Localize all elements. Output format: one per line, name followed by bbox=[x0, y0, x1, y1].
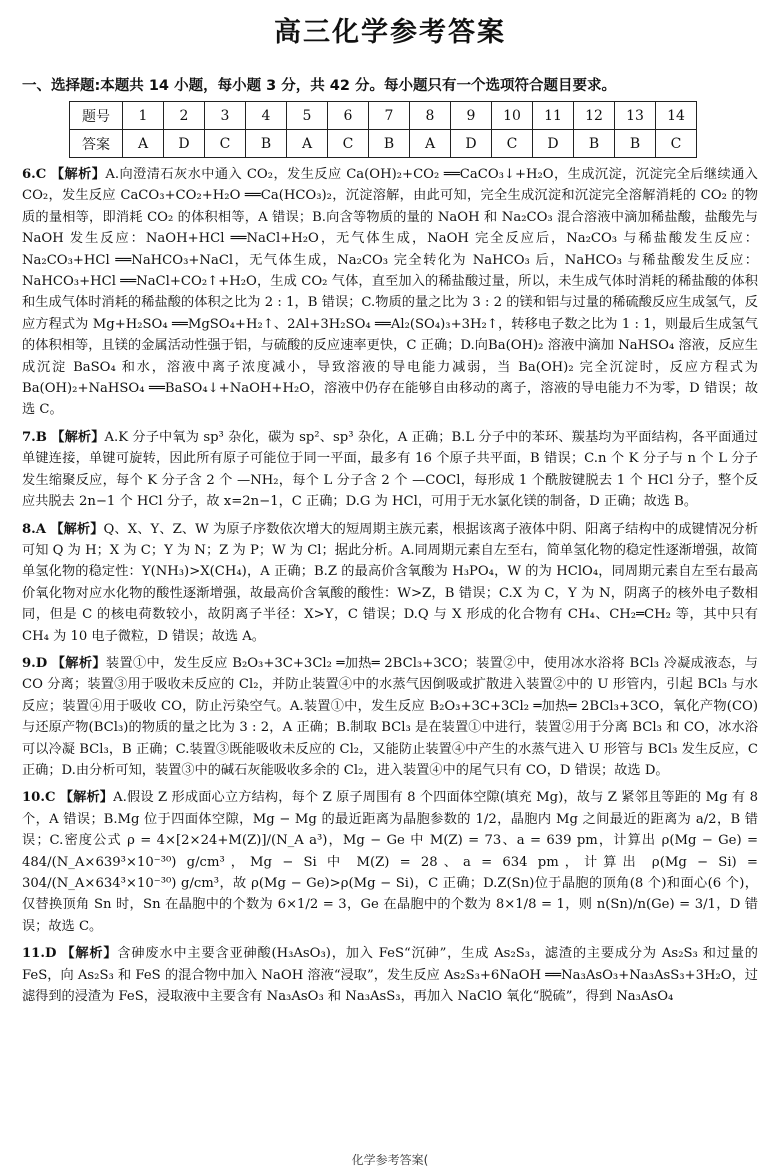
item-tag: 【解析】 bbox=[59, 790, 114, 806]
table-cell: 4 bbox=[246, 102, 287, 130]
explanation-item bbox=[22, 164, 758, 421]
explanations bbox=[22, 164, 758, 1007]
item-number: 9.D bbox=[22, 655, 48, 671]
item-tag: 【解析】 bbox=[61, 946, 118, 962]
table-cell: B bbox=[574, 130, 615, 158]
explanation-item bbox=[22, 653, 758, 781]
item-number: 6.C bbox=[22, 167, 47, 182]
row-label-number: 题号 bbox=[70, 102, 123, 130]
item-tag: 【解析】 bbox=[51, 655, 106, 671]
table-cell: D bbox=[164, 130, 205, 158]
item-number: 8.A bbox=[22, 521, 46, 537]
table-cell: A bbox=[287, 130, 328, 158]
table-cell: 13 bbox=[615, 102, 656, 130]
table-cell: B bbox=[246, 130, 287, 158]
explanation-item bbox=[22, 519, 758, 647]
table-cell: 11 bbox=[533, 102, 574, 130]
table-cell: D bbox=[533, 130, 574, 158]
item-tag: 【解析】 bbox=[50, 167, 106, 182]
page-title: 高三化学参考答案 bbox=[274, 17, 506, 48]
table-cell: 5 bbox=[287, 102, 328, 130]
answer-table bbox=[69, 101, 697, 158]
item-tag: 【解析】 bbox=[51, 429, 105, 445]
table-cell: B bbox=[369, 130, 410, 158]
item-text: Q、X、Y、Z、W 为原子序数依次增大的短周期主族元素，根据该离子液体中阴、阳离子结构中的成键情况分析可知 Q 为 H；X 为 C；Y 为 N；Z 为 P；W 为 Cl；据此分析。A.同周期元素自左至右，简单氢化物的稳定性逐渐增强，故简单氢化物的稳定性：Y(NH₃)>X(CH₄)，A 正确；B.Z 的最高价含氧酸为 H₃PO₄，W 的为 HClO₄，同周期元素自左至右最高价氧化物对应水化物的酸性逐渐增强，故最高价含氧酸的酸性：W>Z，B 错误；C.X 为 C，Y 为 N，阴离子的核外电子数相同，但是 C 的核电荷数较小，故阴离子半径：X>Y，C 错误；D.Q 与 X 形成的化合物有 CH₄、CH₂═CH₂ 等，其中只有 CH₄ 为 10 电子微粒，D 错误；故选 A。 bbox=[22, 521, 759, 644]
table-cell: D bbox=[451, 130, 492, 158]
table-cell: 3 bbox=[205, 102, 246, 130]
item-number: 10.C bbox=[22, 790, 56, 806]
item-tag: 【解析】 bbox=[50, 521, 104, 537]
table-cell: 12 bbox=[574, 102, 615, 130]
table-row-numbers bbox=[70, 102, 697, 130]
table-cell: 10 bbox=[492, 102, 533, 130]
explanation-item bbox=[22, 787, 758, 937]
table-cell: 14 bbox=[656, 102, 697, 130]
table-cell: C bbox=[492, 130, 533, 158]
item-text: A.K 分子中氧为 sp³ 杂化，碳为 sp²、sp³ 杂化，A 正确；B.L 分子中的苯环、羰基均为平面结构，各平面通过单键连接，单键可旋转，因此所有原子可能位于同一平面，最多有 16 个原子共平面，B 错误；C.n 个 K 分子与 n 个 L 分子发生缩聚反应，每个 K 分子含 2 个 —NH₂，每个 L 分子含 2 个 —COCl，每形成 1 个酰胺键脱去 1 个 HCl 分子，整个反应共脱去 2n−1 个 HCl 分子，故 x=2n−1，C 正确；D.G 为 HCl，可用于无水氯化镁的制备，D 正确；故选 B。 bbox=[22, 429, 758, 510]
item-text: 含砷废水中主要含亚砷酸(H₃AsO₃)，加入 FeS“沉砷”，生成 As₂S₃，滤渣的主要成分为 As₂S₃ 和过量的 FeS，向 As₂S₃ 和 FeS 的混合物中加入 NaOH 溶液“浸取”，发生反应 As₂S₃+6NaOH ══Na₃AsO₃+Na₃AsS₃+3H₂O，过滤得到的浸渣为 FeS，浸取液中主要含有 Na₃AsO₃ 和 Na₃AsS₃，再加入 NaClO 氧化“脱硫”，得到 Na₃AsO₄ bbox=[22, 946, 758, 1005]
table-cell: A bbox=[123, 130, 164, 158]
table-cell: C bbox=[205, 130, 246, 158]
table-cell: B bbox=[615, 130, 656, 158]
item-text: 装置①中，发生反应 B₂O₃+3C+3Cl₂ ═加热═ 2BCl₃+3CO；装置②中，使用冰水浴将 BCl₃ 冷凝成液态，与 CO 分离；装置③用于吸收未反应的 Cl₂，并防止装置④中的水蒸气因倒吸或扩散进入装置②中的 U 形管内，引起 BCl₃ 与水反应；装置④用于吸收 CO，防止污染空气。A.装置①中，发生反应 B₂O₃+3C+3Cl₂ ═加热═ 2BCl₃+3CO，氧化产物(CO)与还原产物(BCl₃)的物质的量之比为 3 : 2，A 正确；B.制取 BCl₃ 是在装置①中进行，装置②用于分离 BCl₃ 和 CO，冰水浴可以冷凝 BCl₃，B 正确；C.装置③既能吸收未反应的 Cl₂，又能防止装置④中产生的水蒸气进入 U 形管与 BCl₃ 发生反应，C 正确；D.由分析可知，装置③中的碱石灰能吸收多余的 Cl₂，进入装置④中的尾气只有 CO，D 错误；故选 D。 bbox=[22, 655, 758, 778]
item-text: A.向澄清石灰水中通入 CO₂，发生反应 Ca(OH)₂+CO₂ ══CaCO₃↓+H₂O，生成沉淀，沉淀完全后继续通入 CO₂，发生反应 CaCO₃+CO₂+H₂O ══Ca(HCO₃)₂，沉淀溶解，由此可知，完全生成沉淀和沉淀完全溶解消耗的 CO₂ 的物质的量相等，即消耗 CO₂ 的体积相等，A 错误；B.向含等物质的量的 NaOH 和 Na₂CO₃ 混合溶液中滴加稀盐酸，盐酸先与 NaOH 发生反应：NaOH+HCl ══NaCl+H₂O，无气体生成，NaOH 完全反应后，Na₂CO₃ 与稀盐酸发生反应：Na₂CO₃+HCl ══NaHCO₃+NaCl，无气体生成，Na₂CO₃ 完全转化为 NaHCO₃ 后，NaHCO₃ 与稀盐酸发生反应：NaHCO₃+HCl ══NaCl+CO₂↑+H₂O，生成 CO₂ 气体，直至加入的稀盐酸过量，所以，未生成气体时消耗的稀盐酸的体积和生成气体时消耗的稀盐酸的体积之比为 2 : 1，B 错误；C.物质的量之比为 3 : 2 的镁和铝与过量的稀硫酸反应生成氢气，反应方程式为 Mg+H₂SO₄ ══MgSO₄+H₂↑、2Al+3H₂SO₄ ══Al₂(SO₄)₃+3H₂↑，转移电子数之比为 1 : 1，则最后生成氢气的体积相等，且镁的金属活动性强于铝，与硫酸的反应速率更快，C 正确；D.向Ba(OH)₂ 溶液中滴加 NaHSO₄ 溶液，反应生成沉淀 BaSO₄ 和水，溶液中离子浓度减小，导致溶液的导电能力减弱，当 Ba(OH)₂ 完全沉淀时，反应方程式为 Ba(OH)₂+NaHSO₄ ══BaSO₄↓+NaOH+H₂O，溶液中仍存在能够自由移动的离子，溶液的导电能力不为零，D 错误；故选 C。 bbox=[22, 167, 758, 418]
item-number: 7.B bbox=[22, 429, 47, 445]
row-label-answer: 答案 bbox=[70, 130, 123, 158]
table-cell: 7 bbox=[369, 102, 410, 130]
table-cell: 1 bbox=[123, 102, 164, 130]
table-cell: C bbox=[328, 130, 369, 158]
table-cell: 6 bbox=[328, 102, 369, 130]
explanation-item bbox=[22, 943, 758, 1007]
table-cell: 9 bbox=[451, 102, 492, 130]
table-row-answers bbox=[70, 130, 697, 158]
item-number: 11.D bbox=[22, 946, 57, 962]
table-cell: A bbox=[410, 130, 451, 158]
table-cell: C bbox=[656, 130, 697, 158]
table-cell: 8 bbox=[410, 102, 451, 130]
table-cell: 2 bbox=[164, 102, 205, 130]
explanation-item bbox=[22, 427, 758, 513]
page-footer: 化学参考答案( bbox=[351, 1153, 429, 1167]
section-heading: 一、选择题:本题共 14 小题，每小题 3 分，共 42 分。每小题只有一个选项符合题目要求。 bbox=[22, 78, 617, 94]
item-text: A.假设 Z 形成面心立方结构，每个 Z 原子周围有 8 个四面体空隙(填充 Mg)，故与 Z 紧邻且等距的 Mg 有 8 个，A 错误；B.Mg 位于四面体空隙，Mg − Mg 的最近距离为晶胞参数的 1/2，晶胞内 Mg 之间最近的距离为 a/2，B 错误；C.密度公式 ρ = 4×[2×24+M(Z)]/(N_A a³)，Mg − Ge 中 M(Z) = 73、a = 639 pm，计算出 ρ(Mg − Ge) = 484/(N_A×639³×10⁻³⁰) g/cm³，Mg − Si 中 M(Z) = 28、a = 634 pm，计算出 ρ(Mg − Si) = 304/(N_A×634³×10⁻³⁰) g/cm³，故 ρ(Mg − Ge)>ρ(Mg − Si)，C 正确；D.Z(Sn)位于晶胞的顶角(8 个)和面心(6 个)，仅替换顶角 Sn 时，Sn 在晶胞中的个数为 6×1/2 = 3，Ge 在晶胞中的个数为 8×1/8 = 1，则 n(Sn)/n(Ge) = 3/1，D 错误；故选 C。 bbox=[22, 790, 758, 934]
